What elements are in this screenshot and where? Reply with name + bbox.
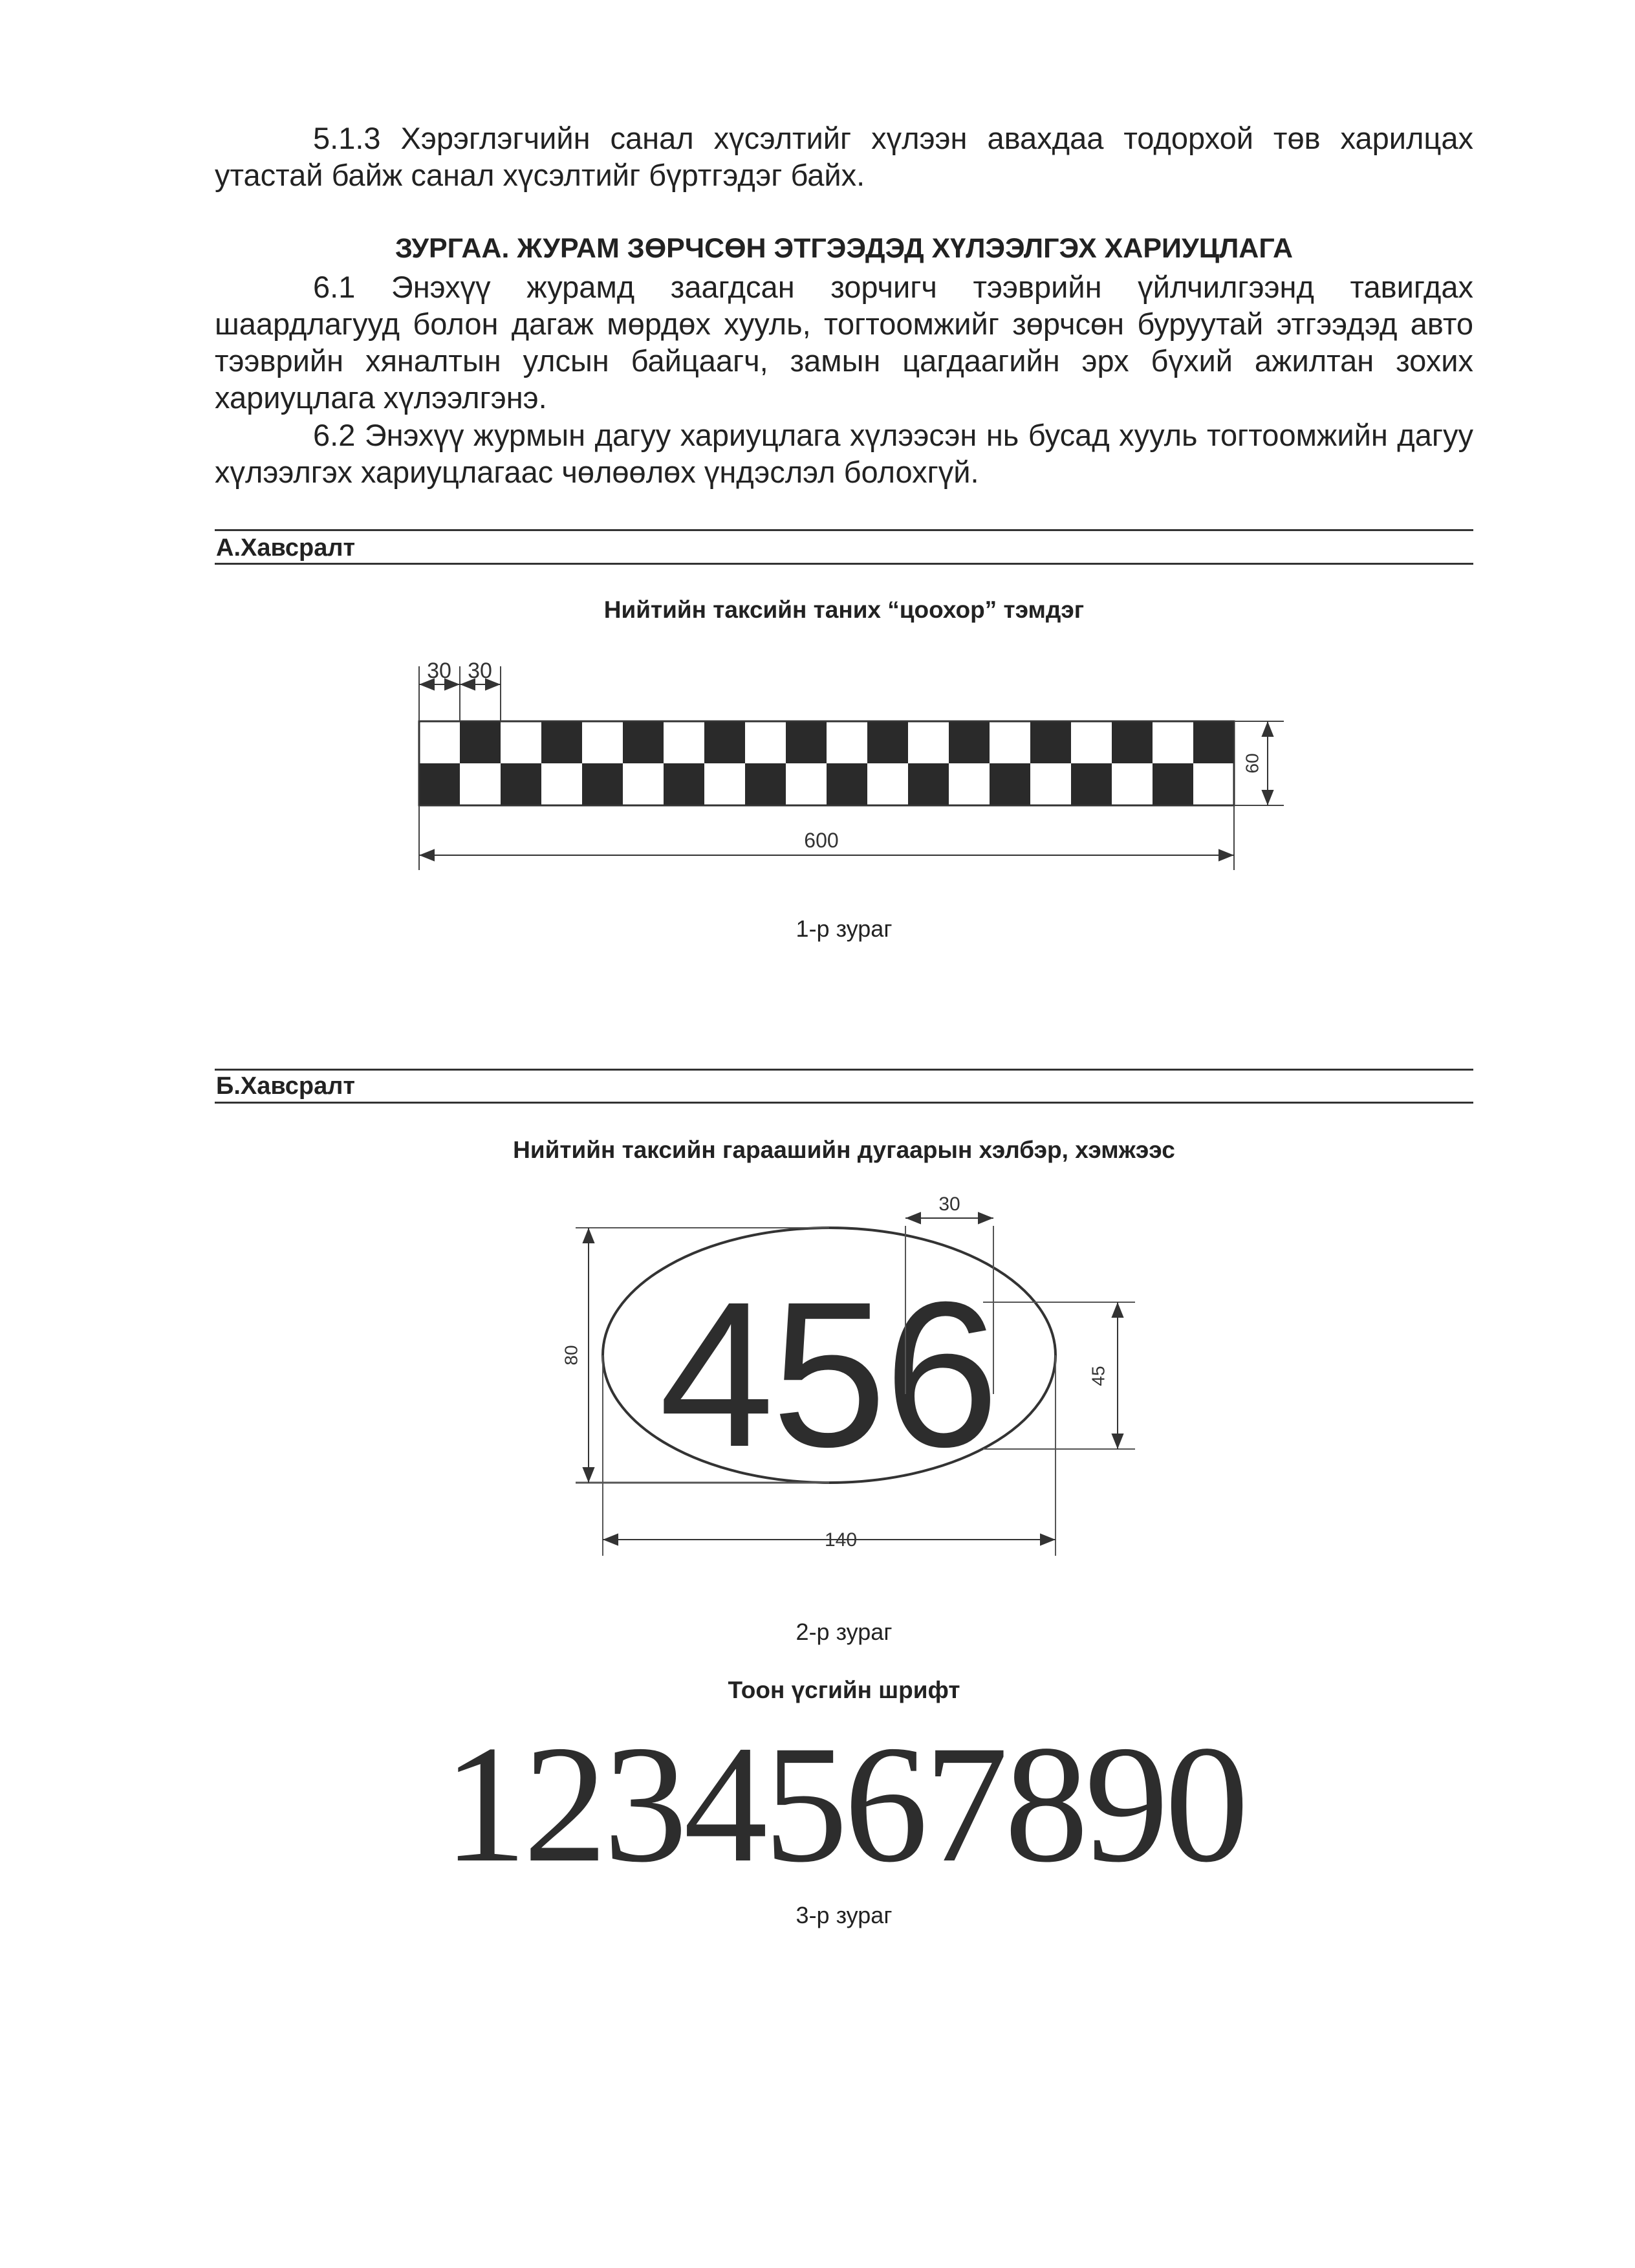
checker-strip-figure [388,647,1294,893]
checker-square [1071,763,1112,805]
font-sample-title: Тоон үсгийн шрифт [728,1677,960,1703]
checker-square [501,763,541,805]
checker-square [582,763,623,805]
font-sample-digits: 1234567890 [443,1711,1245,1897]
checker-square [1153,763,1193,805]
dim-label-60: 60 [1242,753,1262,774]
figure-1-caption: 1-р зураг [796,915,893,942]
checker-square [990,763,1030,805]
figure-2-caption: 2-р зураг [796,1619,893,1645]
paragraph-6-1: 6.1 Энэхүү журамд заагдсан зорчигч тээврийн үйлчилгээнд тавигдах шаардлагууд болон дагаж мөрдөх хууль, тогтоомжийг зөрчсөн буруутай этгээдэд авто тээврийн хяналтын улсын байцаагч, замын цагдаагийн эрх бүхий ажилтан зохих хариуцлага хүлээлгэнэ. [215,270,1473,415]
checker-pattern [419,721,1234,805]
dim-label-80: 80 [561,1345,581,1366]
checker-square [786,721,827,763]
dim-label-45: 45 [1088,1366,1109,1386]
appendix-a-label: А.Хавсралт [216,534,356,562]
divider [215,563,1473,565]
checker-square [704,721,745,763]
checker-square [949,721,990,763]
dim-label-600: 600 [804,829,839,852]
divider [215,1102,1473,1104]
divider [215,529,1473,531]
paragraph-5-1-3: 5.1.3 Хэрэглэгчийн санал хүсэлтийг хүлээн авахдаа тодорхой төв харилцах утастай байж санал хүсэлтийг бүртгэдэг байх. [215,121,1473,192]
checker-square [1112,721,1153,763]
checker-square [1030,721,1071,763]
checker-square [419,763,460,805]
checker-square [867,721,908,763]
checker-square [541,721,582,763]
dim-label-30b: 30 [468,659,492,683]
checker-square [460,721,501,763]
dim-label-140: 140 [824,1529,858,1551]
paragraph-6-2: 6.2 Энэхүү журмын дагуу хариуцлага хүлээсэн нь бусад хууль тогтоомжийн дагуу хүлээлгэх хариуцлагаас чөлөөлөх үндэслэл болохгүй. [215,418,1473,489]
plate-figure [556,1187,1164,1575]
dim-label-30: 30 [938,1194,960,1215]
section-heading: ЗУРГАА. ЖУРАМ ЗӨРЧСӨН ЭТГЭЭДЭД ХҮЛЭЭЛГЭХ ХАРИУЦЛАГА [395,233,1294,264]
dim-label-30a: 30 [427,659,451,683]
checker-square [908,763,949,805]
appendix-b-label: Б.Хавсралт [216,1073,355,1100]
appendix-b-title: Нийтийн таксийн гараашийн дугаарын хэлбэр, хэмжээс [513,1137,1175,1163]
checker-square [1193,721,1234,763]
checker-square [745,763,786,805]
checker-square [664,763,704,805]
appendix-a-title: Нийтийн таксийн таних “цоохор” тэмдэг [603,596,1085,623]
checker-square [827,763,867,805]
plate-number: 456 [659,1258,997,1490]
checker-square [623,721,664,763]
figure-3-caption: 3-р зураг [796,1902,893,1928]
divider [215,1069,1473,1071]
